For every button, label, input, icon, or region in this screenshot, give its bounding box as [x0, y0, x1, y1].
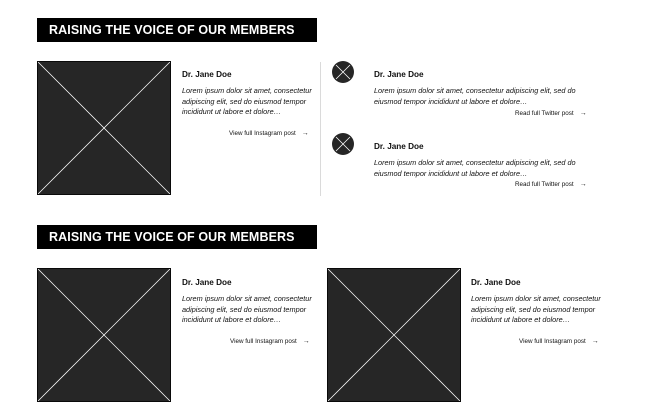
post-author: Dr. Jane Doe	[471, 278, 521, 287]
twitter-avatar[interactable]	[332, 61, 354, 83]
view-instagram-post-link[interactable]	[519, 338, 599, 346]
instagram-image-placeholder[interactable]	[327, 268, 461, 402]
twitter-post	[374, 70, 600, 107]
arrow-right-icon: →	[579, 181, 587, 188]
instagram-image-placeholder[interactable]	[37, 268, 171, 402]
arrow-right-icon: →	[301, 130, 309, 137]
image-placeholder-icon	[328, 269, 460, 401]
instagram-post	[471, 278, 611, 326]
read-twitter-post-link[interactable]	[515, 181, 587, 189]
section-header: RAISING THE VOICE OF OUR MEMBERS	[37, 225, 317, 249]
view-instagram-post-link[interactable]	[230, 338, 310, 346]
post-author: Dr. Jane Doe	[374, 70, 424, 79]
link-label: View full Instagram post	[229, 130, 296, 137]
image-placeholder-icon	[38, 269, 170, 401]
link-label: View full Instagram post	[230, 338, 297, 345]
arrow-right-icon: →	[579, 110, 587, 117]
post-text: Lorem ipsum dolor sit amet, consectetur adipiscing elit, sed do eiusmod tempor incididunt ut labore et dolore…	[182, 294, 312, 325]
link-label: Read full Twitter post	[515, 181, 574, 188]
instagram-post	[182, 278, 322, 326]
link-label: View full Instagram post	[519, 338, 586, 345]
arrow-right-icon: →	[591, 338, 599, 345]
post-text: Lorem ipsum dolor sit amet, consectetur adipiscing elit, sed do eiusmod tempor incididunt ut labore et dolore…	[471, 294, 601, 325]
image-placeholder-icon	[38, 62, 170, 194]
column-divider	[320, 62, 321, 196]
link-label: Read full Twitter post	[515, 110, 574, 117]
post-author: Dr. Jane Doe	[374, 142, 424, 151]
avatar-placeholder-icon	[332, 61, 354, 83]
avatar-placeholder-icon	[332, 133, 354, 155]
post-text: Lorem ipsum dolor sit amet, consectetur adipiscing elit, sed do eiusmod tempor incididunt ut labore et dolore…	[182, 86, 312, 117]
view-instagram-post-link[interactable]	[229, 130, 309, 138]
instagram-post	[182, 70, 316, 118]
twitter-avatar[interactable]	[332, 133, 354, 155]
arrow-right-icon: →	[302, 338, 310, 345]
post-author: Dr. Jane Doe	[182, 278, 232, 287]
section-header: RAISING THE VOICE OF OUR MEMBERS	[37, 18, 317, 42]
post-text: Lorem ipsum dolor sit amet, consectetur adipiscing elit, sed do eiusmod tempor incididunt ut labore et dolore…	[374, 86, 576, 106]
instagram-image-placeholder[interactable]	[37, 61, 171, 195]
twitter-post	[374, 142, 600, 179]
read-twitter-post-link[interactable]	[515, 110, 587, 118]
post-author: Dr. Jane Doe	[182, 70, 232, 79]
post-text: Lorem ipsum dolor sit amet, consectetur adipiscing elit, sed do eiusmod tempor incididunt ut labore et dolore…	[374, 158, 576, 178]
